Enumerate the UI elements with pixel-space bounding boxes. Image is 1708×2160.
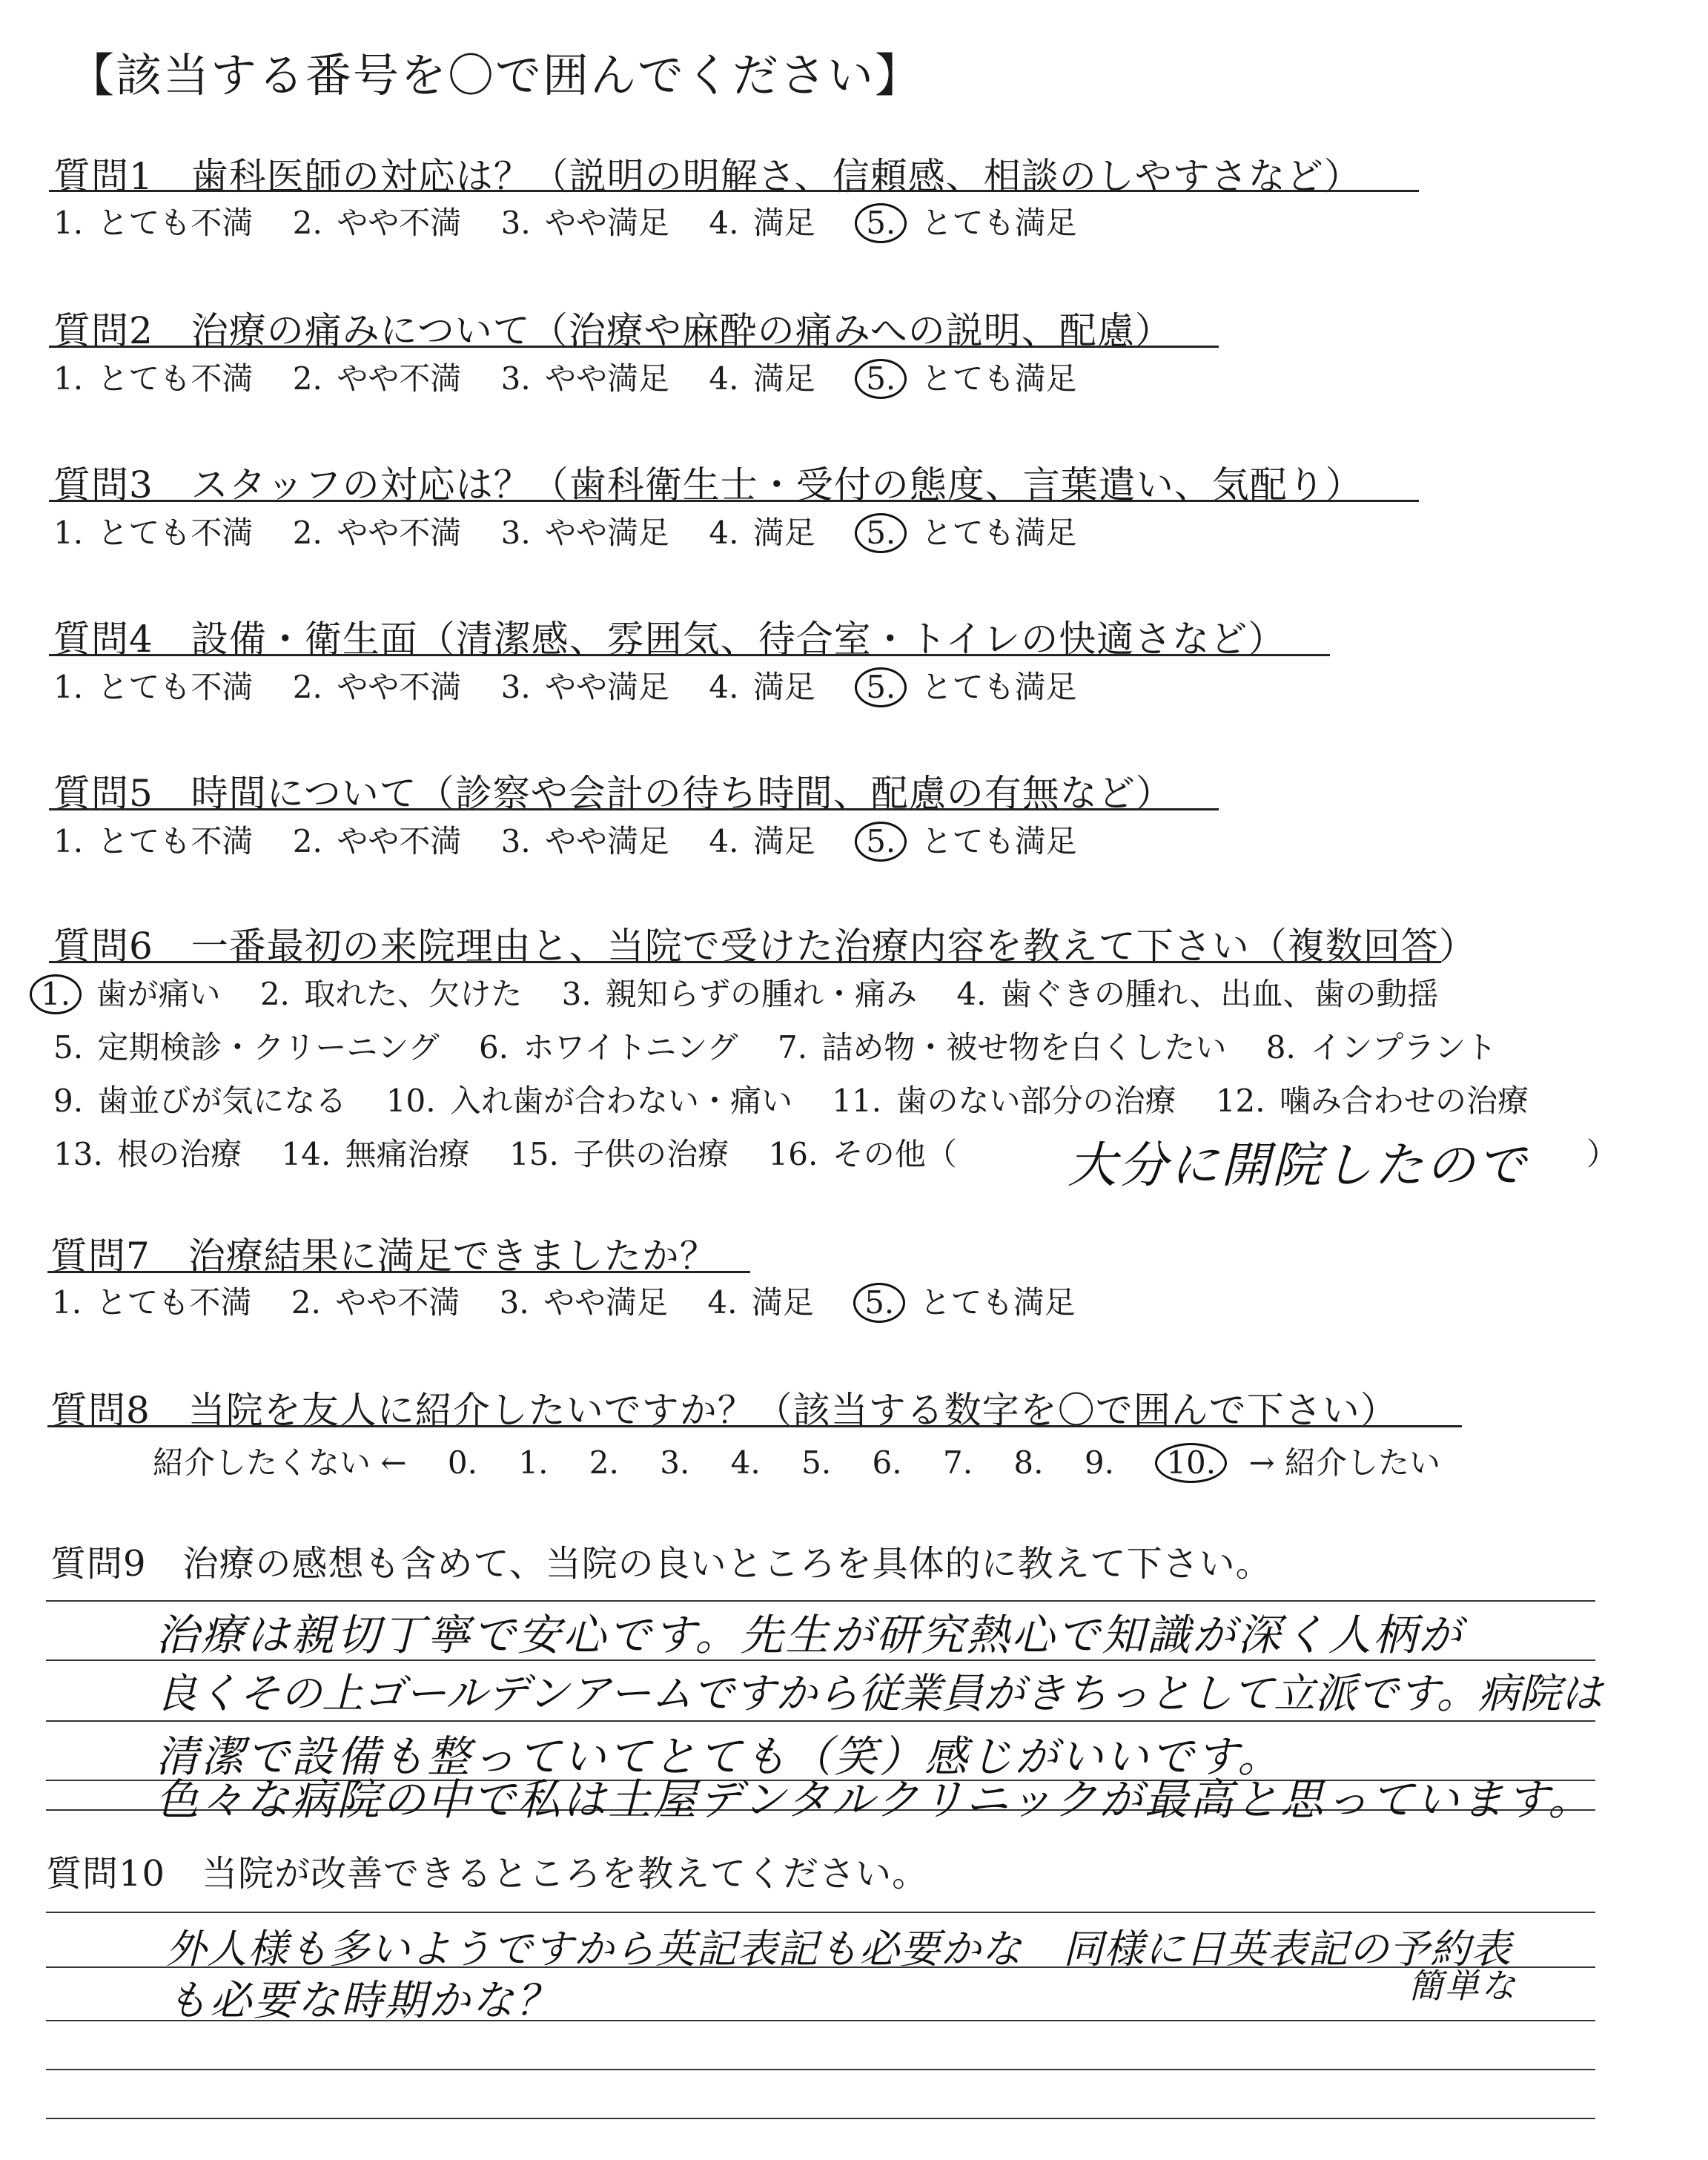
q6-option-13[interactable]: 13. 根の治療 xyxy=(53,1136,242,1172)
q4-option-2[interactable]: 2. やや不満 xyxy=(292,669,462,705)
question-1-title: 質問1 歯科医師の対応は？（説明の明解さ、信頼感、相談のしやすさなど） xyxy=(53,155,1362,198)
q3-option-5-label: とても満足 xyxy=(921,515,1077,551)
q3-option-1[interactable]: 1. とても不満 xyxy=(53,515,254,551)
q8-scale-4[interactable]: 4. xyxy=(730,1444,761,1481)
question-5-options xyxy=(53,817,1077,862)
question-2-title: 質問2 治療の痛みについて（治療や麻酔の痛みへの説明、配慮） xyxy=(53,309,1173,352)
q7-option-5-circled[interactable]: 5. xyxy=(853,1283,905,1323)
q6-option-3[interactable]: 3. 親知らずの腫れ・痛み xyxy=(561,976,918,1012)
q1-option-4[interactable]: 4. 満足 xyxy=(709,205,815,241)
question-8-title: 質問8 当院を友人に紹介したいですか？（該当する数字を〇で囲んで下さい） xyxy=(50,1389,1398,1432)
q6-option-1-label: 歯が痛い xyxy=(96,976,221,1012)
q6-option-11[interactable]: 11. 歯のない部分の治療 xyxy=(832,1083,1176,1119)
q5-option-5-circled[interactable]: 5. xyxy=(855,822,907,862)
question-7-options xyxy=(52,1278,1076,1323)
q7-option-5-label: とても満足 xyxy=(919,1284,1076,1321)
q1-option-3[interactable]: 3. やや満足 xyxy=(500,205,670,241)
q8-scale-3[interactable]: 3. xyxy=(660,1444,690,1481)
q9-answer-line-4[interactable]: 色々な病院の中で私は土屋デンタルクリニックが最高と思っています。 xyxy=(156,1774,1594,1825)
q10-answer-line-1[interactable]: 外人様も多いようですから英記表記も必要かな 同様に日英表記の予約表 xyxy=(166,1926,1512,1972)
question-9-title: 質問9 治療の感想も含めて、当院の良いところを具体的に教えて下さい。 xyxy=(50,1543,1272,1585)
q10-insert-note[interactable]: 簡単な xyxy=(1409,1966,1517,2006)
question-2-options xyxy=(53,354,1077,399)
q7-option-2[interactable]: 2. やや不満 xyxy=(291,1284,460,1321)
page-header: 【該当する番号を〇で囲んでください】 xyxy=(68,48,923,102)
question-3-underline xyxy=(49,500,1419,502)
q5-option-2[interactable]: 2. やや不満 xyxy=(292,823,462,859)
q7-option-3[interactable]: 3. やや満足 xyxy=(499,1284,669,1321)
question-6-underline xyxy=(49,961,1441,963)
q6-option-10[interactable]: 10. 入れ歯が合わない・痛い xyxy=(385,1083,792,1119)
question-7-title: 質問7 治療結果に満足できましたか？ xyxy=(50,1235,718,1278)
q1-option-2[interactable]: 2. やや不満 xyxy=(292,205,462,241)
question-6-title: 質問6 一番最初の来院理由と、当院で受けた治療内容を教えて下さい（複数回答） xyxy=(53,925,1477,968)
q9-answer-line-2[interactable]: 良くその上ゴールデンアームですから従業員がきちっとして立派です。病院は xyxy=(156,1670,1603,1718)
q2-option-3[interactable]: 3. やや満足 xyxy=(500,360,670,397)
q8-scale-2[interactable]: 2. xyxy=(589,1444,619,1481)
q8-scale-7[interactable]: 7. xyxy=(942,1444,973,1481)
q2-option-4[interactable]: 4. 満足 xyxy=(709,360,815,397)
question-6-row-1 xyxy=(30,970,1463,1014)
q2-option-1[interactable]: 1. とても不満 xyxy=(53,360,254,397)
q6-option-8[interactable]: 8. インプラント xyxy=(1265,1029,1497,1066)
question-6-row-2 xyxy=(53,1023,1522,1068)
q1-option-1[interactable]: 1. とても不満 xyxy=(53,205,254,241)
q10-answer-rule-4 xyxy=(46,2069,1595,2070)
q2-option-2[interactable]: 2. やや不満 xyxy=(292,360,462,397)
q8-scale-9[interactable]: 9. xyxy=(1084,1444,1114,1481)
q6-option-14[interactable]: 14. 無痛治療 xyxy=(281,1136,470,1172)
q8-scale-6[interactable]: 6. xyxy=(872,1444,902,1481)
q8-right-label: → 紹介したい xyxy=(1248,1444,1440,1481)
question-4-title: 質問4 設備・衛生面（清潔感、雰囲気、待合室・トイレの快適さなど） xyxy=(53,618,1286,661)
q3-option-2[interactable]: 2. やや不満 xyxy=(292,515,462,551)
q3-option-3[interactable]: 3. やや満足 xyxy=(500,515,670,551)
question-7-underline xyxy=(47,1271,750,1273)
q6-option-1-circled[interactable]: 1. xyxy=(30,974,82,1014)
q4-option-5-circled[interactable]: 5. xyxy=(855,667,907,707)
q5-option-3[interactable]: 3. やや満足 xyxy=(500,823,670,859)
q10-answer-rule-5 xyxy=(46,2118,1595,2119)
q8-scale-10-circled[interactable]: 10. xyxy=(1155,1443,1227,1483)
q4-option-3[interactable]: 3. やや満足 xyxy=(500,669,670,705)
q6-option-15[interactable]: 15. 子供の治療 xyxy=(509,1136,729,1172)
question-10-title: 質問10 当院が改善できるところを教えてください。 xyxy=(46,1853,929,1895)
question-8-scale xyxy=(153,1439,1472,1483)
q3-option-4[interactable]: 4. 満足 xyxy=(709,515,815,551)
question-6-row-3 xyxy=(53,1077,1554,1121)
q6-option-2[interactable]: 2. 取れた、欠けた xyxy=(259,976,523,1012)
q6-option-12[interactable]: 12. 噛み合わせの治療 xyxy=(1215,1083,1529,1119)
q8-left-label: 紹介したくない ← xyxy=(153,1444,407,1481)
q1-option-5-label: とても満足 xyxy=(921,205,1077,241)
question-8-underline xyxy=(47,1425,1462,1427)
question-1-underline xyxy=(49,190,1419,192)
q2-option-5-label: とても満足 xyxy=(921,360,1077,397)
q6-option-5[interactable]: 5. 定期検診・クリーニング xyxy=(53,1029,440,1066)
question-3-options xyxy=(53,509,1077,553)
question-5-underline xyxy=(49,808,1219,810)
q8-scale-1[interactable]: 1. xyxy=(518,1444,549,1481)
q1-option-5-circled[interactable]: 5. xyxy=(855,203,907,243)
q8-scale-5[interactable]: 5. xyxy=(801,1444,832,1481)
q4-option-1[interactable]: 1. とても不満 xyxy=(53,669,254,705)
q5-option-5-label: とても満足 xyxy=(921,823,1077,859)
q6-other-handwritten[interactable]: 大分に開院したので xyxy=(1068,1137,1528,1194)
q5-option-1[interactable]: 1. とても不満 xyxy=(53,823,254,859)
q4-option-5-label: とても満足 xyxy=(921,669,1077,705)
q10-answer-rule-1 xyxy=(46,1912,1595,1913)
question-2-underline xyxy=(49,346,1219,348)
question-4-options xyxy=(53,663,1077,707)
q9-answer-line-3[interactable]: 清潔で設備も整っていてとても（笑）感じがいいです。 xyxy=(156,1731,1283,1782)
q7-option-1[interactable]: 1. とても不満 xyxy=(52,1284,252,1321)
q6-option-9[interactable]: 9. 歯並びが気になる xyxy=(53,1083,347,1119)
q6-other-close-paren: ） xyxy=(1586,1136,1618,1172)
q8-scale-0[interactable]: 0. xyxy=(447,1444,477,1481)
q6-option-7[interactable]: 7. 詰め物・被せ物を白くしたい xyxy=(777,1029,1227,1066)
q6-option-16[interactable]: 16. その他（ xyxy=(768,1136,957,1172)
q6-option-6[interactable]: 6. ホワイトニング xyxy=(478,1029,738,1066)
q3-option-5-circled[interactable]: 5. xyxy=(855,513,907,553)
q8-scale-8[interactable]: 8. xyxy=(1013,1444,1044,1481)
q5-option-4[interactable]: 4. 満足 xyxy=(709,823,815,859)
q9-answer-line-1[interactable]: 治療は親切丁寧で安心です。先生が研究熱心で知識が深く人柄が xyxy=(156,1610,1464,1660)
question-4-underline xyxy=(49,654,1330,656)
q4-option-4[interactable]: 4. 満足 xyxy=(709,669,815,705)
question-5-title: 質問5 時間について（診察や会計の待ち時間、配慮の有無など） xyxy=(53,772,1174,815)
q2-option-5-circled[interactable]: 5. xyxy=(855,359,907,399)
question-6-row-4 xyxy=(53,1130,957,1175)
question-1-options xyxy=(53,199,1077,243)
q7-option-4[interactable]: 4. 満足 xyxy=(707,1284,814,1321)
q6-option-4[interactable]: 4. 歯ぐきの腫れ、出血、歯の動揺 xyxy=(956,976,1439,1012)
q10-answer-line-2[interactable]: も必要な時期かな？ xyxy=(166,1977,560,2025)
question-3-title: 質問3 スタッフの対応は？（歯科衛生士・受付の態度、言葉遣い、気配り） xyxy=(53,463,1363,506)
